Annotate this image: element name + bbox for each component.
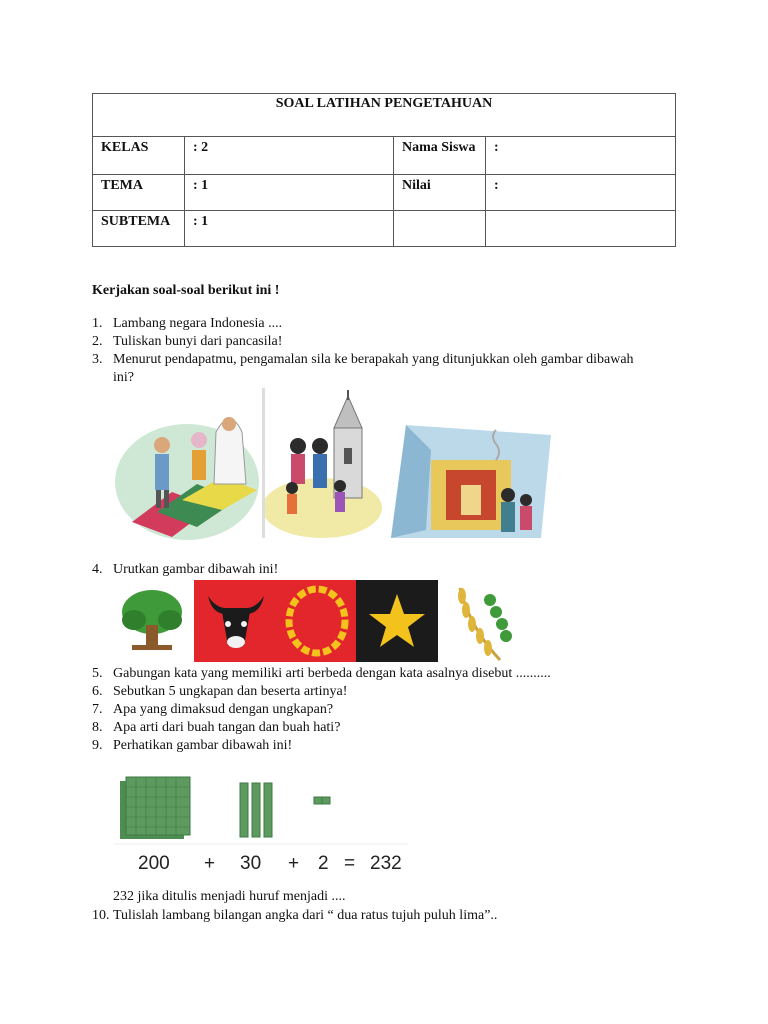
rice-cotton-icon: [440, 578, 522, 664]
empty-cell: [486, 211, 676, 247]
empty-cell: [394, 211, 486, 247]
question-6: 6. Sebutkan 5 ungkapan dan beserta artinya!: [92, 684, 348, 699]
question-7: 7. Apa yang dimaksud dengan ungkapan?: [92, 702, 334, 717]
eq-232: 232: [370, 853, 402, 874]
question-5: 5. Gabungan kata yang memiliki arti berbeda dengan kata asalnya disebut ..........: [92, 666, 551, 681]
tema-label: TEMA: [93, 175, 185, 211]
star-icon: [356, 580, 438, 662]
eq-equals: =: [344, 853, 356, 874]
question-1: 1. Lambang negara Indonesia ....: [92, 316, 283, 331]
ones-units: [314, 797, 330, 804]
question-8: 8. Apa arti dari buah tangan dan buah hati?: [92, 720, 341, 735]
praying-family-image: [112, 392, 262, 542]
kelas-label: KELAS: [93, 137, 185, 175]
header-table: [92, 93, 676, 247]
eq-30: 30: [240, 853, 262, 874]
nama-value: :: [486, 137, 676, 175]
eq-plus-2: +: [288, 853, 300, 874]
subtema-value: : 1: [185, 211, 394, 247]
nilai-value: :: [486, 175, 676, 211]
instruction: Kerjakan soal-soal berikut ini !: [92, 283, 280, 298]
bull-head-icon: [194, 580, 278, 662]
question-2: 2. Tuliskan bunyi dari pancasila!: [92, 334, 283, 349]
question-3-continuation: ini?: [113, 370, 134, 385]
tema-value: : 1: [185, 175, 394, 211]
tens-rods: [240, 783, 272, 837]
church-family-image: [262, 388, 384, 540]
base-ten-blocks-image: [112, 767, 410, 875]
question-10: 10. Tulislah lambang bilangan angka dari “ dua ratus tujuh puluh lima”..: [92, 908, 498, 923]
eq-plus-1: +: [204, 853, 216, 874]
worksheet-title: SOAL LATIHAN PENGETAHUAN: [93, 94, 676, 137]
question-3: 3. Menurut pendapatmu, pengamalan sila ke berapakah yang ditunjukkan oleh gambar dibawah: [92, 352, 634, 367]
subtema-label: SUBTEMA: [93, 211, 185, 247]
nilai-label: Nilai: [394, 175, 486, 211]
nama-label: Nama Siswa: [394, 137, 486, 175]
temple-family-image: [386, 420, 558, 542]
banyan-tree-icon: [112, 580, 192, 662]
eq-200: 200: [138, 853, 170, 874]
question-4: 4. Urutkan gambar dibawah ini!: [92, 562, 279, 577]
question-9: 9. Perhatikan gambar dibawah ini!: [92, 738, 293, 753]
question-9-followup: 232 jika ditulis menjadi huruf menjadi ....: [113, 889, 346, 904]
eq-2: 2: [318, 853, 329, 874]
hundreds-blocks: [120, 777, 190, 839]
chain-icon: [278, 580, 356, 662]
kelas-value: : 2: [185, 137, 394, 175]
